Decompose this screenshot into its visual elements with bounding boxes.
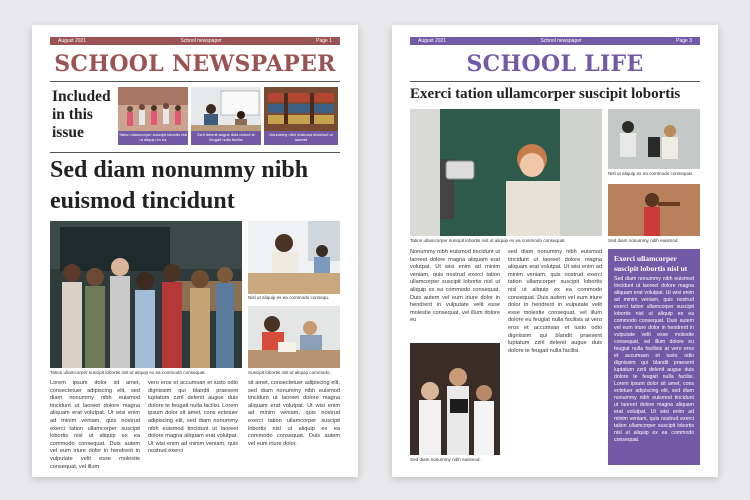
students-group-photo	[50, 221, 242, 368]
girl-violin-photo	[608, 184, 700, 236]
music-lesson-photo	[608, 109, 700, 169]
thumbnail-cheerleaders[interactable]	[118, 87, 188, 145]
boy-recording-photo	[410, 109, 602, 236]
header-page-number: Page 3	[676, 38, 692, 44]
side-photo-caption: Nisl ut aliquip ex ea commodo consequat.	[608, 171, 694, 176]
article-column-3: sit amet, consectetuer adipiscing elit, sed diam nonummy nibh euismod tincidunt ut laoreet dolore magna aliquam erat volutpat. Ut wisi enim ad minim veniam, quis nostrud exerci tation ullamcorper suscipit lobortis nisl ut aliquip ex ea commodo consequat. Duis autem vel eum iriure dolor.	[248, 380, 340, 447]
main-photo-boy-phone[interactable]	[410, 109, 602, 236]
main-photo-students[interactable]	[50, 221, 242, 368]
divider	[50, 81, 340, 82]
choir-photo	[410, 343, 500, 455]
masthead: SCHOOL LIFE	[466, 51, 644, 77]
masthead: SCHOOL NEWSPAPER	[54, 51, 336, 77]
choir-photo-caption: Sed diam nonummy nibh euismod.	[410, 457, 481, 462]
article-column-1: Lorem ipsum dolor sit amet, consectetuer adipiscing elit, sed diam nonummy nibh euismod tincidunt ut laoreet dolore magna aliquam erat volutpat. Ut wisi enim ad minim veniam, quis nostrud exerci tation ullamcorper suscipit lobortis nisl ut aliquip ex ea commodo consequat. Duis autem vel eum iriure dolor in hendrerit in vulputate velit esse molestie consequat, vel illum	[50, 380, 140, 470]
side-photo-caption: Sed diam nonummy nibh euismod.	[608, 238, 679, 243]
included-in-issue-heading: Included in this issue	[52, 88, 111, 141]
header-title: School newspaper	[180, 38, 222, 44]
thumbnail-library[interactable]	[264, 87, 338, 145]
side-photo-music[interactable]	[608, 109, 700, 169]
side-photo-violin[interactable]	[608, 184, 700, 236]
side-photo-caption: Nisl ut aliquip ex ea commodo consequ.	[248, 295, 330, 300]
thumbnail-caption: Nonummy nibh euismod tincidunt ut laoreet	[264, 131, 338, 145]
photo-choir[interactable]	[410, 343, 500, 455]
thumbnail-classroom[interactable]	[191, 87, 261, 145]
main-photo-caption: Tation ullamcorper suscipit lobortis nisl ut aliquip ex ea commodo consequat.	[410, 238, 566, 243]
sidebar-box	[608, 249, 700, 465]
lead-headline: Sed diam nonummy nibh euismod tincidunt	[50, 157, 309, 214]
header-page-number: Page 1	[316, 38, 332, 44]
newspaper-page-3	[392, 25, 718, 477]
main-photo-caption: Tation ullamcorper suscipit lobortis nisl ut aliquip ex ea commodo consequat.	[50, 370, 206, 375]
students-reading-photo	[248, 306, 340, 368]
divider	[50, 152, 340, 153]
page-header-band	[50, 37, 340, 45]
thumbnail-caption: Zzril delenit augue duis dolore te feugait nulla facilisi	[191, 131, 261, 145]
sidebar-title: Exerci ullamcorper suscipit lobortis nisl ut	[614, 254, 688, 273]
newspaper-page-1	[32, 25, 358, 477]
header-title: School newspaper	[540, 38, 582, 44]
side-photo-caption: Suscipit lobortis nisl ut aliquip commodo.	[248, 370, 331, 375]
thumbnail-caption: Tation ullamcorper suscipit lobortis nisl ut aliquip ex ea	[118, 131, 188, 145]
header-date: August 2021	[418, 38, 447, 44]
article-column-2: sed diam nonummy nibh euismod tincidunt ut laoreet dolore magna aliquam erat volutpat. Ut wisi enim ad minim veniam, quis nostrud exerci tation ullamcorper suscipit lobortis nisl ut aliquip ex ea commodo consequat. Duis autem vel eum iriure dolor in hendrerit in vulputate velit esse molestie consequat, vel illum dolore eu feugiat nulla facilisis at vero eros et accumsan et iusto odio dignissim qui blandit praesent luptatum zzril delenit augue duis dolore te feugait nulla facilisi.	[508, 249, 602, 354]
page-header-band	[410, 37, 700, 45]
sidebar-body: Sed diam nonummy nibh euismod tincidunt ut laoreet dolore magna aliquam erat volutpat. Ut wisi enim ad minim veniam, quis nostrud exerci tation ullamcorper suscipit lobortis nisl ut aliquip ex ea commodo consequat. Duis autem vel eum iriure dolor in hendrerit in vulputate velit esse molestie consequat, vel illum dolore eu feugiat nulla facilisis at vero eros et accumsan et iusto odio dignissim qui blandit praesent luptatum zzril delenit augue duis dolore te feugait nulla facilisi. Lorem ipsum dolor sit amet, cons ectetuer adipiscing elit, sed diam nonummy nibh euismod tincidunt ut laoreet dolore magna aliquam erat volutpat. Ut wisi enim ad minim veniam, quis nostrud exerci tation ullamcorper suscipit lobortis nisl ut aliquip ex ea commodo consequat.	[614, 276, 694, 443]
divider	[410, 81, 700, 82]
article-column-1: Nonummy nibh euismod tincidunt ut laoreet dolore magna aliquam erat volutpat. Ut wisi enim ad minim veniam, quis nostrud exerci tation ullamcorper suscipit lobortis nisl ut aliquip ex ea commodo consequat. Duis autem vel eum iriure dolor in hendrerit in vulputate velit esse molestie consequat, vel illum dolore eu	[410, 249, 500, 324]
lead-headline: Exerci tation ullamcorper suscipit lobortis	[410, 86, 681, 102]
side-photo-writing[interactable]	[248, 221, 340, 294]
student-writing-photo	[248, 221, 340, 294]
header-date: August 2021	[58, 38, 87, 44]
article-column-2: vero eros et accumsan et iusto odio dignissim qui blandit praesent luptatum zzril delenit augue duis dolore te feugait nulla facilisi. Lorem ipsum dolor sit amet, cons ectetuer adipiscing elit, sed diam nonummy nibh euismod tincidunt ut laoreet dolore magna aliquam erat volutpat. Ut wisi enim ad minim veniam, quis nostrud exerci	[148, 380, 238, 455]
side-photo-reading[interactable]	[248, 306, 340, 368]
